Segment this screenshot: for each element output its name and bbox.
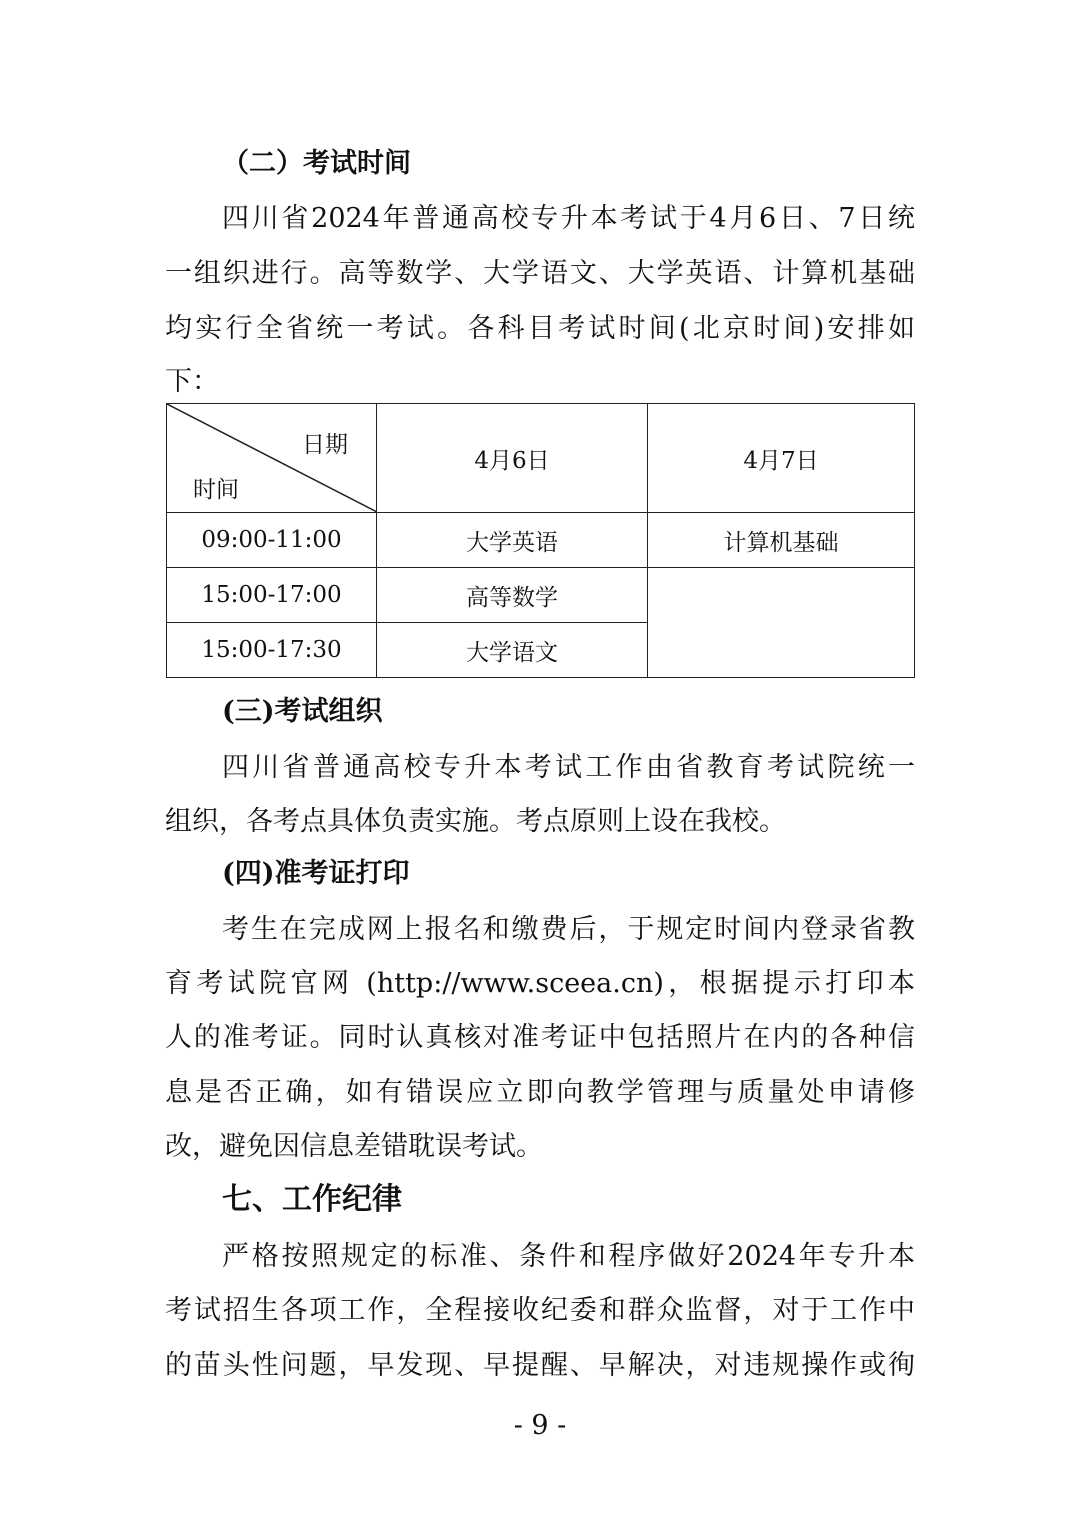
paragraph-line: 严格按照规定的标准、条件和程序做好2024年专升本 [222, 1241, 915, 1272]
subject-cell: 计算机基础 [648, 513, 915, 568]
page-number: - 9 - [513, 1410, 567, 1441]
paragraph-line: 一组织进行。高等数学、大学语文、大学英语、计算机基础 [165, 258, 915, 289]
paragraph-line: 均实行全省统一考试。各科目考试时间(北京时间)安排如 [165, 313, 915, 344]
paragraph-line: 改，避免因信息差错耽误考试。 [165, 1131, 543, 1162]
section-heading-admission-ticket: (四)准考证打印 [222, 858, 410, 889]
subject-cell: 高等数学 [377, 568, 648, 623]
time-cell: 15:00-17:30 [167, 623, 377, 678]
paragraph-line: 组织，各考点具体负责实施。考点原则上设在我校。 [165, 806, 786, 837]
paragraph-line: 息是否正确，如有错误应立即向教学管理与质量处申请修 [165, 1077, 915, 1108]
paragraph-line: 考生在完成网上报名和缴费后，于规定时间内登录省教 [222, 914, 915, 945]
empty-cell [648, 568, 915, 678]
table-row [167, 513, 915, 568]
column-header-day1: 4月6日 [377, 404, 648, 513]
paragraph-line: 育考试院官网 (http://www.sceea.cn)，根据提示打印本 [165, 968, 915, 999]
paragraph-line: 人的准考证。同时认真核对准考证中包括照片在内的各种信 [165, 1022, 915, 1053]
exam-schedule-table [166, 403, 915, 678]
section-heading-exam-time: （二）考试时间 [222, 148, 411, 179]
paragraph-line: 四川省2024年普通高校专升本考试于4月6日、7日统 [222, 203, 915, 234]
corner-time-label: 时间 [193, 477, 239, 503]
table-corner-cell [167, 404, 377, 513]
section-heading-work-discipline: 七、工作纪律 [222, 1182, 402, 1217]
paragraph-line: 考试招生各项工作，全程接收纪委和群众监督，对于工作中 [165, 1295, 915, 1326]
paragraph-line: 下： [165, 366, 219, 397]
time-cell: 15:00-17:00 [167, 568, 377, 623]
subject-cell: 大学英语 [377, 513, 648, 568]
paragraph-line: 四川省普通高校专升本考试工作由省教育考试院统一 [222, 752, 915, 783]
time-cell: 09:00-11:00 [167, 513, 377, 568]
subject-cell: 大学语文 [377, 623, 648, 678]
column-header-day2: 4月7日 [648, 404, 915, 513]
paragraph-line: 的苗头性问题，早发现、早提醒、早解决，对违规操作或徇 [165, 1350, 915, 1381]
section-heading-exam-organization: (三)考试组织 [222, 696, 383, 727]
table-row [167, 568, 915, 623]
corner-date-label: 日期 [302, 432, 348, 458]
